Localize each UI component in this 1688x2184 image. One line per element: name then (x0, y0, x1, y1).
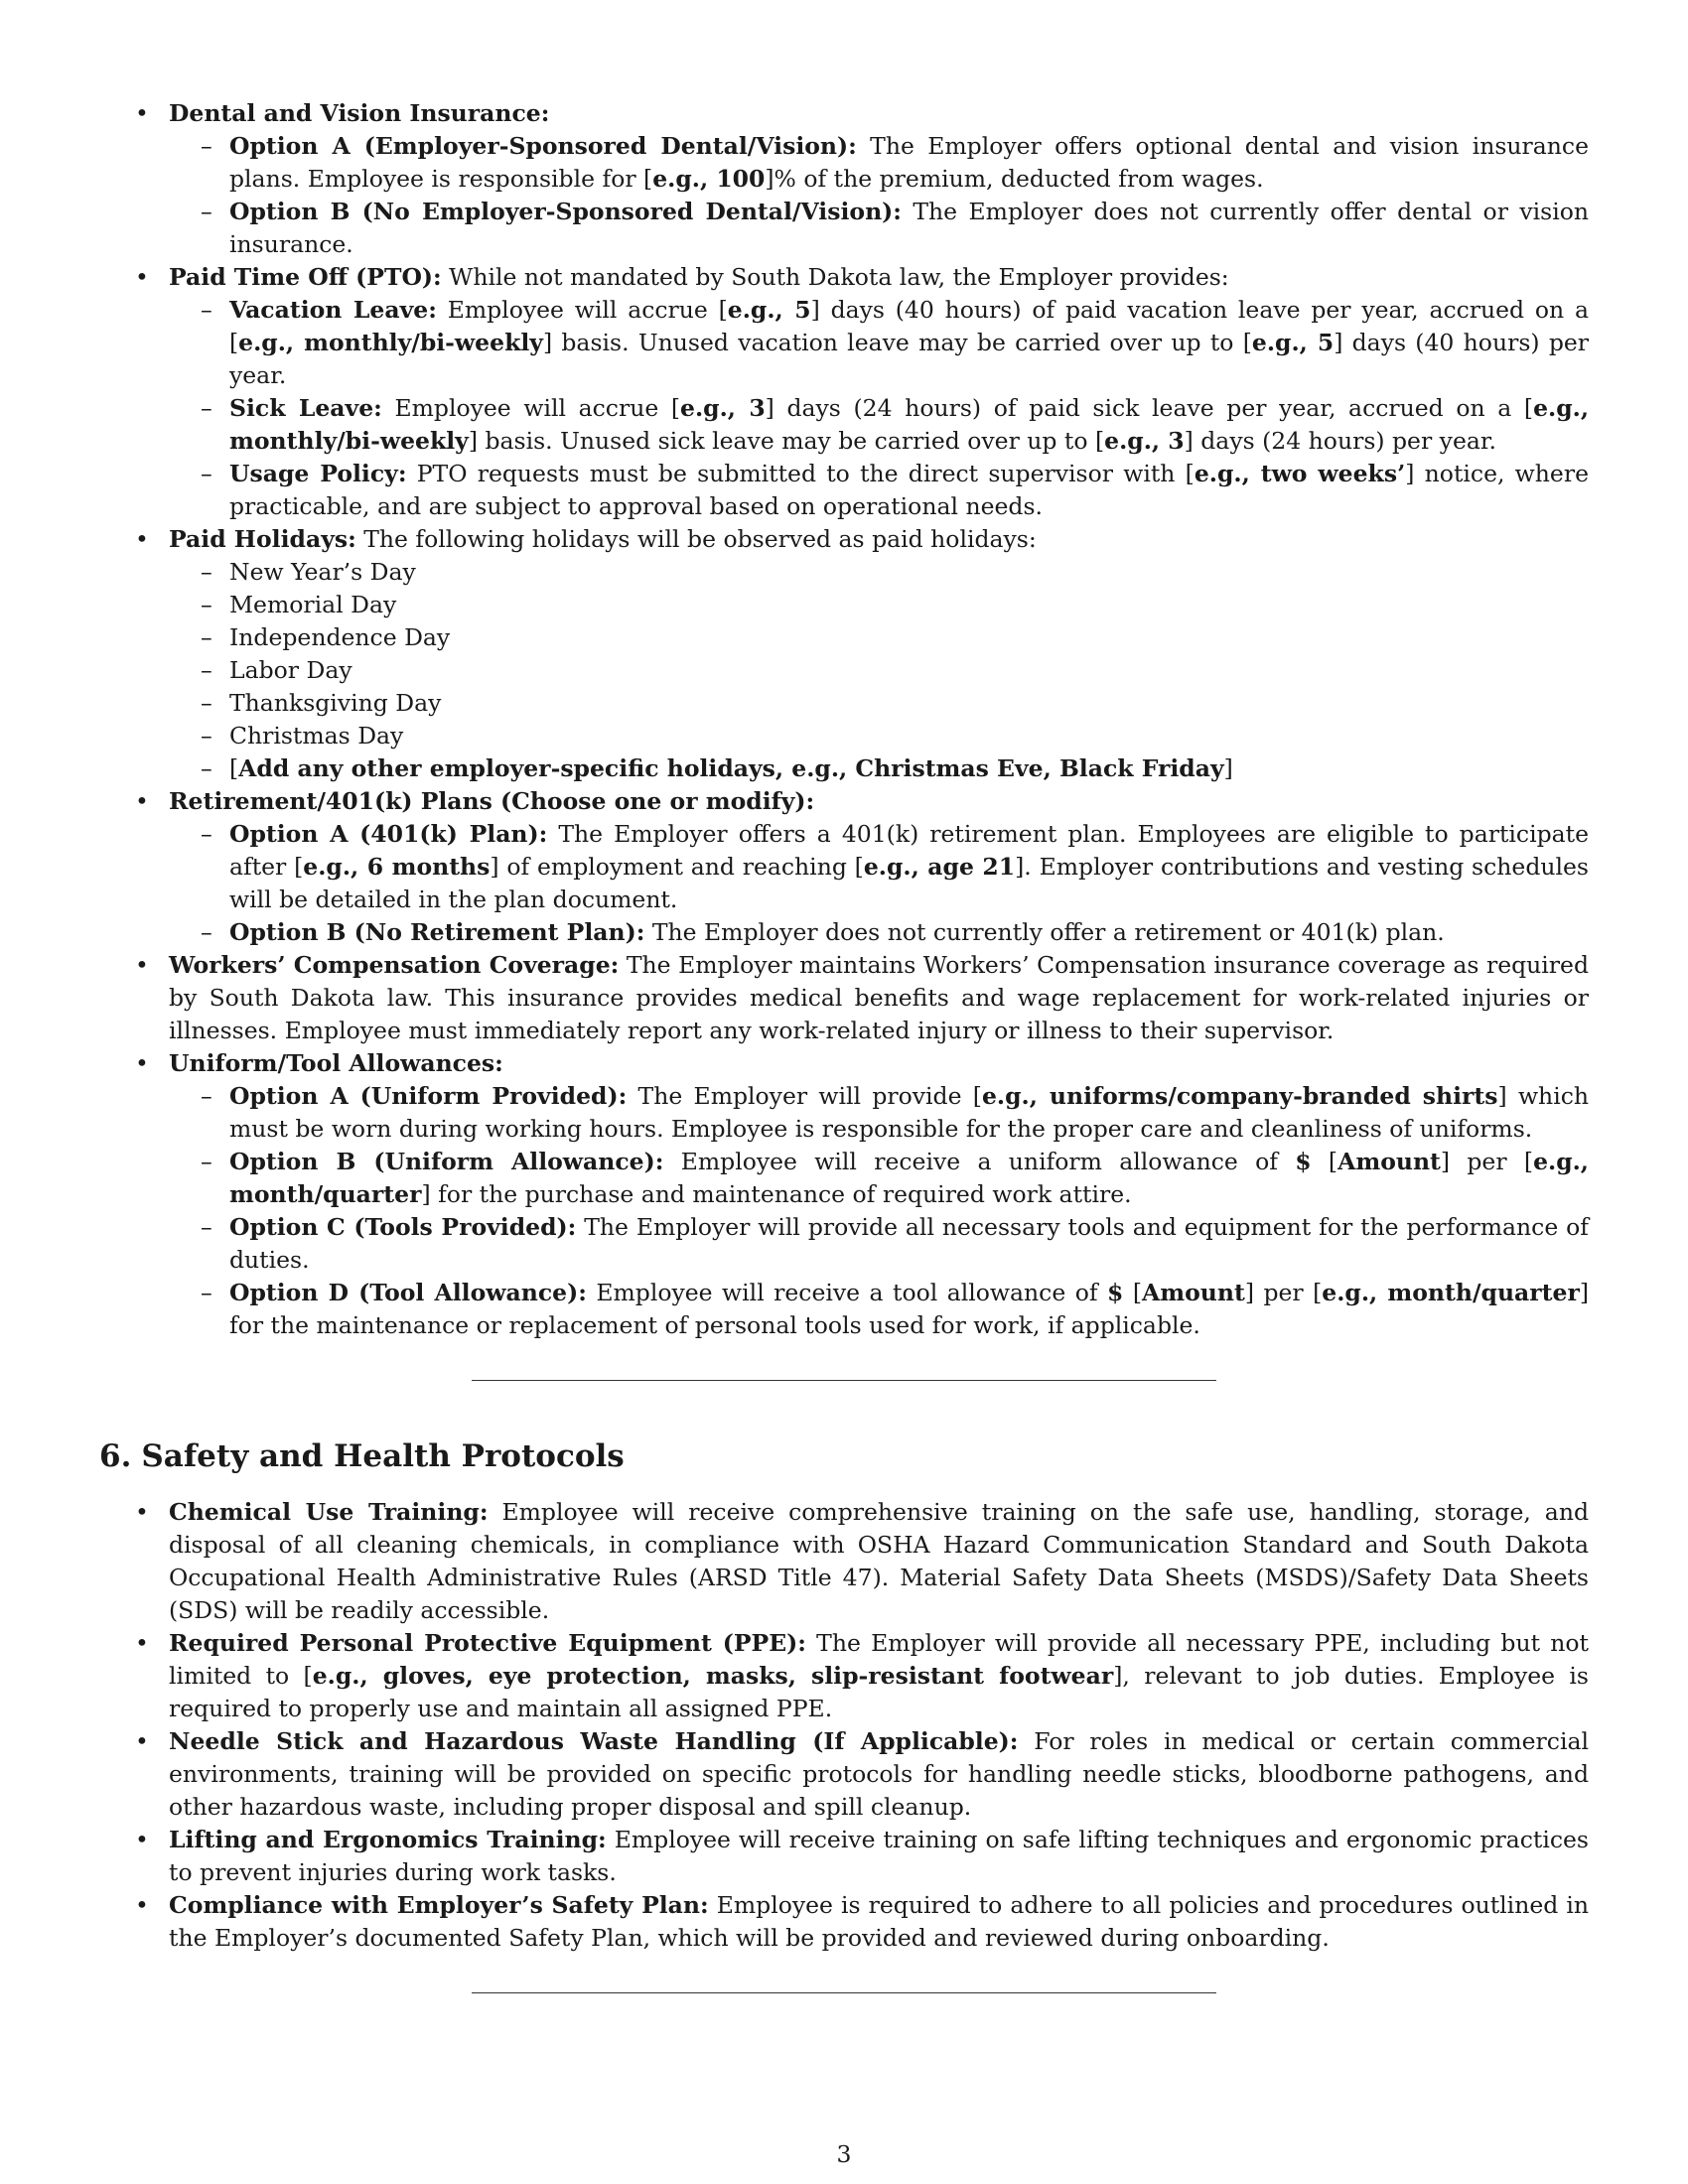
section-divider (472, 1380, 1216, 1381)
retirement-options (169, 818, 1589, 949)
option-label: Option A (Uniform Provided): (229, 1082, 628, 1110)
placeholder-value: Add any other employer-specific holidays, e.g., Christmas Eve, Black Friday (238, 754, 1224, 782)
list-item-holidays (99, 523, 1589, 785)
item-text: Employee will receive comprehensive training on the safe use, handling, storage, and disposal of all cleaning chemicals, in compliance with OSHA Hazard Communication Standard and South Dakota Occupational Health Administrative Rules (ARSD Title 47). Material Safety Data Sheets (MSDS)/Safety Data Sheets (SDS) will be readily accessible. (169, 1498, 1589, 1624)
option-text: Employee will receive a tool allowance of (586, 1279, 1108, 1306)
option-text: The Employer offers optional dental and vision insurance plans. Employee is responsible for [ (229, 132, 1589, 193)
option-text: ] days (24 hours) per year. (1184, 427, 1496, 455)
placeholder-value: e.g., 6 months (303, 853, 491, 881)
list-item-sick (169, 392, 1589, 458)
option-text: ] days (24 hours) of paid sick leave per year, accrued on a [ (765, 394, 1534, 422)
option-text: ] for the maintenance or replacement of personal tools used for work, if applicable. (229, 1279, 1590, 1339)
item-title: Paid Time Off (PTO): (169, 263, 442, 291)
option-text: ]. Employer contributions and vesting schedules will be detailed in the plan document. (229, 853, 1589, 913)
list-item-option (169, 196, 1589, 261)
item-text: For roles in medical or certain commercial environments, training will be provided on specific protocols for handling needle sticks, bloodborne pathogens, and other hazardous waste, including proper disposal and spill cleanup. (169, 1727, 1589, 1821)
list-item-option (169, 818, 1589, 916)
list-item-usage (169, 458, 1589, 523)
option-text: Employee will receive a uniform allowance of (663, 1148, 1296, 1175)
option-text: The Employer will provide all necessary tools and equipment for the performance of duties. (229, 1213, 1589, 1274)
safety-list (99, 1496, 1589, 1955)
list-item-lifting (99, 1824, 1589, 1889)
placeholder-value: e.g., month/quarter (1322, 1279, 1580, 1306)
benefits-list (99, 97, 1589, 1342)
list-item-option (169, 1211, 1589, 1277)
item-title: Retirement/401(k) Plans (Choose one or modify): (169, 787, 815, 815)
list-item-option (169, 916, 1589, 949)
holiday-item: – Christmas Day (169, 720, 1589, 752)
option-label: Option B (No Retirement Plan): (229, 918, 645, 946)
placeholder-value: e.g., 5 (727, 296, 811, 324)
option-text: ] per [ (1244, 1279, 1323, 1306)
placeholder-value: e.g., 3 (680, 394, 766, 422)
option-label: Option A (401(k) Plan): (229, 820, 548, 848)
list-item-needle-stick (99, 1725, 1589, 1824)
list-item-option (169, 1277, 1589, 1342)
list-item-ppe (99, 1627, 1589, 1725)
option-text: ] days (40 hours) of paid vacation leave per year, accrued on a [ (229, 296, 1589, 356)
option-text: [ (1311, 1148, 1338, 1175)
placeholder-value: e.g., gloves, eye protection, masks, slip-resistant footwear (312, 1662, 1114, 1690)
list-item-workers-comp (99, 949, 1589, 1047)
option-label: Option C (Tools Provided): (229, 1213, 577, 1241)
placeholder-value: Amount (1142, 1279, 1245, 1306)
placeholder-value: e.g., 3 (1104, 427, 1185, 455)
option-text: PTO requests must be submitted to the direct supervisor with [ (406, 460, 1195, 487)
item-text: Employee is required to adhere to all policies and procedures outlined in the Employer’s documented Safety Plan, which will be provided and reviewed during onboarding. (169, 1891, 1589, 1952)
item-text: Employee will receive training on safe lifting techniques and ergonomic practices to prevent injuries during work tasks. (169, 1826, 1589, 1886)
list-item-option (169, 130, 1589, 196)
option-label: Option A (Employer-Sponsored Dental/Vision): (229, 132, 857, 160)
item-text: ], relevant to job duties. Employee is required to properly use and maintain all assigned PPE. (169, 1662, 1589, 1722)
option-label: Sick Leave: (229, 394, 382, 422)
page-number: 3 (836, 2140, 852, 2168)
option-text: ] basis. Unused vacation leave may be carried over up to [ (542, 329, 1252, 356)
section-divider (472, 1992, 1216, 1993)
holiday-item: – Thanksgiving Day (169, 687, 1589, 720)
option-text: ]% of the premium, deducted from wages. (765, 165, 1264, 193)
option-text: ] notice, where practicable, and are subject to approval based on operational needs. (229, 460, 1589, 520)
option-label: Option B (No Employer-Sponsored Dental/Vision): (229, 198, 902, 225)
placeholder-value: Amount (1337, 1148, 1441, 1175)
list-item-dental-vision (99, 97, 1589, 261)
option-text: ] basis. Unused sick leave may be carried over up to [ (468, 427, 1105, 455)
list-item-retirement (99, 785, 1589, 949)
list-item-uniform (99, 1047, 1589, 1342)
option-text: ] for the purchase and maintenance of required work attire. (421, 1180, 1132, 1208)
pto-options (169, 294, 1589, 523)
dental-options (169, 130, 1589, 261)
list-item-option (169, 1146, 1589, 1211)
holiday-item: – Labor Day (169, 654, 1589, 687)
option-label: Option D (Tool Allowance): (229, 1279, 587, 1306)
placeholder-value: $ (1295, 1148, 1312, 1175)
uniform-options (169, 1080, 1589, 1342)
placeholder-value: e.g., month/quarter (229, 1148, 1589, 1208)
option-label: Usage Policy: (229, 460, 407, 487)
option-text: ] which must be worn during working hours. Employee is responsible for the proper care and cleanliness of uniforms. (229, 1082, 1590, 1143)
list-item-vacation (169, 294, 1589, 392)
list-item-safety-plan (99, 1889, 1589, 1955)
placeholder-value: e.g., 100 (652, 165, 766, 193)
option-text: The Employer will provide [ (627, 1082, 982, 1110)
holiday-item-custom: – [Add any other employer-specific holidays, e.g., Christmas Eve, Black Friday] (169, 752, 1589, 785)
option-label: Option B (Uniform Allowance): (229, 1148, 664, 1175)
option-text: Employee will accrue [ (381, 394, 681, 422)
list-item-pto (99, 261, 1589, 523)
section-heading (99, 1436, 1589, 1476)
item-title: Chemical Use Training: (169, 1498, 489, 1526)
item-title: Needle Stick and Hazardous Waste Handling (If Applicable): (169, 1727, 1019, 1755)
option-text: The Employer does not currently offer dental or vision insurance. (229, 198, 1589, 258)
item-title: Compliance with Employer’s Safety Plan: (169, 1891, 709, 1919)
placeholder-value: e.g., 5 (1251, 329, 1335, 356)
option-text: Employee will accrue [ (436, 296, 728, 324)
item-title: Lifting and Ergonomics Training: (169, 1826, 607, 1853)
item-text: While not mandated by South Dakota law, the Employer provides: (441, 263, 1229, 291)
item-title: Dental and Vision Insurance: (169, 99, 550, 127)
holiday-list (169, 556, 1589, 785)
placeholder-value: e.g., two weeks’ (1194, 460, 1406, 487)
option-text: The Employer does not currently offer a retirement or 401(k) plan. (644, 918, 1445, 946)
item-text: The Employer maintains Workers’ Compensation insurance coverage as required by South Dakota law. This insurance provides medical benefits and wage replacement for work-related injuries or illnesses. Employee must immediately report any work-related injury or illness to their supervisor. (169, 951, 1589, 1044)
option-text: [ (1123, 1279, 1143, 1306)
placeholder-value: e.g., age 21 (863, 853, 1016, 881)
item-text: The following holidays will be observed as paid holidays: (355, 525, 1037, 553)
document-page (99, 97, 1589, 2184)
option-label: Vacation Leave: (229, 296, 437, 324)
list-item-option (169, 1080, 1589, 1146)
placeholder-value: e.g., uniforms/company-branded shirts (981, 1082, 1498, 1110)
option-text: ] per [ (1440, 1148, 1534, 1175)
holiday-item: – Memorial Day (169, 589, 1589, 621)
item-title: Workers’ Compensation Coverage: (169, 951, 620, 979)
placeholder-value: e.g., monthly/bi-weekly (238, 329, 543, 356)
option-text: ] days (40 hours) per year. (229, 329, 1590, 389)
list-item-chemical-training (99, 1496, 1589, 1627)
option-text: ] of employment and reaching [ (490, 853, 864, 881)
holiday-item: – New Year’s Day (169, 556, 1589, 589)
option-text: The Employer offers a 401(k) retirement plan. Employees are eligible to participate after [ (229, 820, 1589, 881)
section-title: Safety and Health Protocols (141, 1438, 625, 1474)
item-title: Uniform/Tool Allowances: (169, 1049, 503, 1077)
item-title: Required Personal Protective Equipment (PPE): (169, 1629, 806, 1657)
holiday-item: – Independence Day (169, 621, 1589, 654)
item-title: Paid Holidays: (169, 525, 356, 553)
section-number: 6. (99, 1438, 132, 1474)
item-text: The Employer will provide all necessary PPE, including but not limited to [ (169, 1629, 1589, 1690)
placeholder-value: e.g., monthly/bi-weekly (229, 394, 1590, 455)
placeholder-value: $ (1107, 1279, 1124, 1306)
